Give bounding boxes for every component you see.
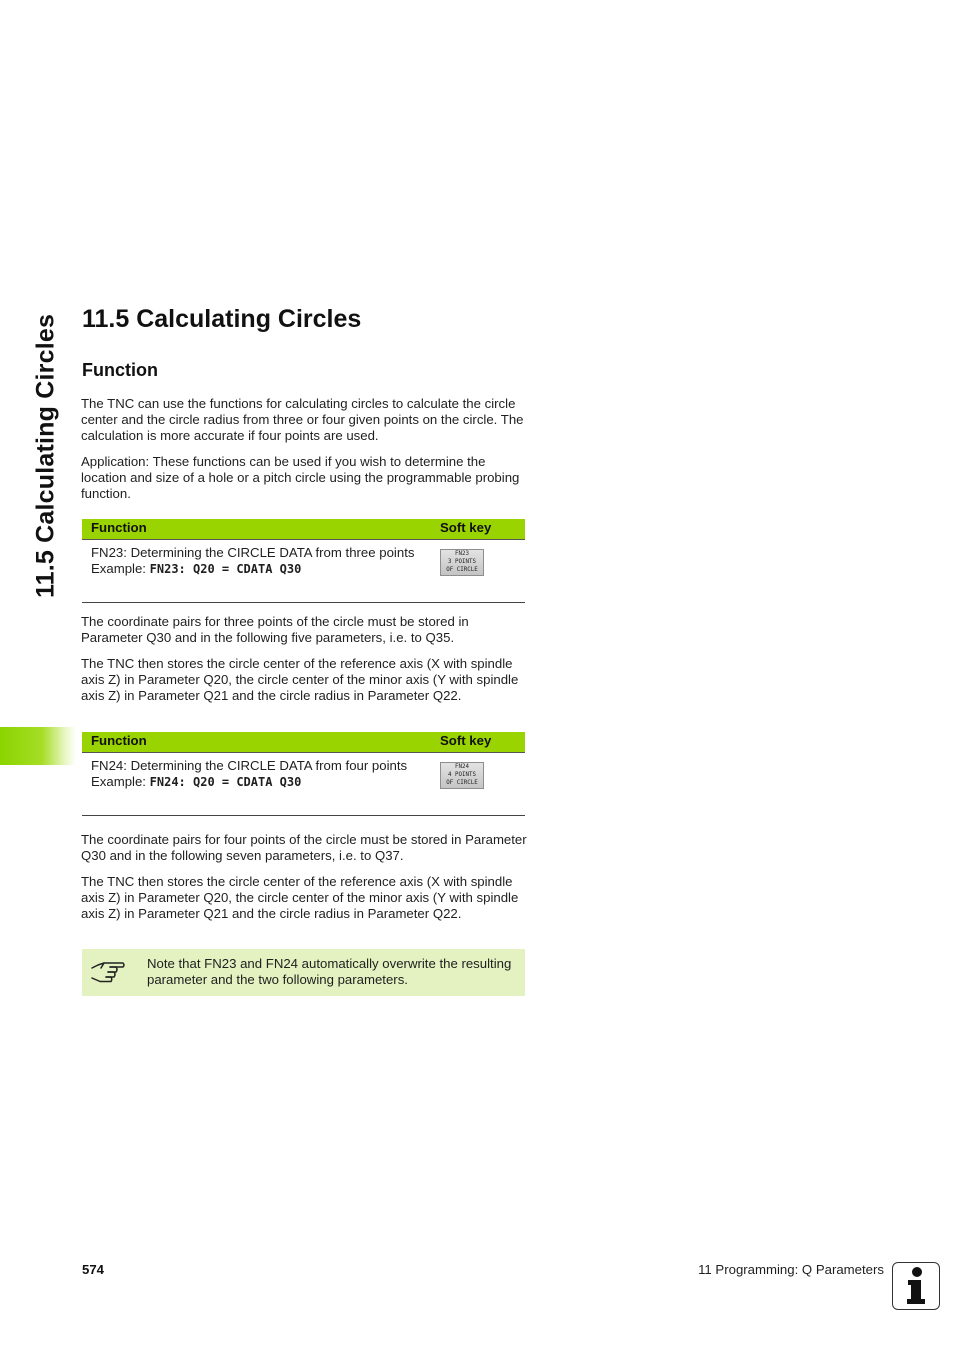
paragraph-4: The TNC then stores the circle center of the reference axis (X with spindle axis Z) in Parameter Q20, the circle center of the minor axis (Y with spindle axis Z) in Parameter Q21 and the circle radius in Parameter Q22. (81, 656, 519, 704)
softkey-line: 3 POINTS (448, 558, 476, 565)
info-glyph-icon (893, 1263, 938, 1308)
function-description (91, 758, 421, 790)
example-label: Example: (91, 561, 150, 577)
note-box (82, 949, 525, 996)
function-description-text: FN24: Determining the CIRCLE DATA from four points (91, 758, 408, 773)
softkey-line: OF CIRCLE (446, 566, 478, 573)
header-softkey: Soft key (440, 733, 492, 748)
table-header (82, 519, 525, 540)
function-table-fn23 (82, 519, 525, 603)
table-row (82, 540, 525, 602)
example-label: Example: (91, 774, 150, 790)
function-table-fn24 (82, 732, 525, 816)
softkey-line: OF CIRCLE (446, 779, 478, 786)
side-chapter-title-text: 11.5 Calculating Circles (31, 313, 60, 599)
chapter-tab-marker (0, 727, 76, 765)
header-function: Function (91, 733, 147, 748)
table-row (82, 753, 525, 815)
example-code: FN23: Q20 = CDATA Q30 (149, 562, 302, 577)
intro-paragraph-2: Application: These functions can be used if you wish to determine the location and size of a hole or a pitch circle using the programmable probing function. (81, 454, 520, 502)
header-function: Function (91, 520, 147, 535)
softkey-line: 4 POINTS (448, 771, 476, 778)
pointing-hand-icon (90, 957, 126, 985)
function-description (91, 545, 421, 577)
paragraph-5: The coordinate pairs for four points of the circle must be stored in Parameter Q30 and in the following seven parameters, i.e. to Q37. (81, 832, 527, 864)
paragraph-3: The coordinate pairs for three points of the circle must be stored in Parameter Q30 and in the following five parameters, i.e. to Q35. (81, 614, 469, 646)
intro-paragraph-1: The TNC can use the functions for calculating circles to calculate the circle center and the circle radius from three or four given points on the circle. The calculation is more accurate if four points are used. (81, 396, 524, 444)
info-icon (892, 1262, 940, 1310)
note-text: Note that FN23 and FN24 automatically overwrite the resulting parameter and the two following parameters. (147, 956, 512, 988)
softkey-line: FN24 (455, 764, 469, 770)
section-heading: 11.5 Calculating Circles (82, 305, 362, 333)
side-chapter-title (22, 313, 70, 599)
example-code: FN24: Q20 = CDATA Q30 (149, 775, 302, 790)
page-number: 574 (82, 1262, 105, 1277)
chapter-footer: 11 Programming: Q Parameters (698, 1262, 884, 1277)
softkey-line: FN23 (455, 551, 469, 557)
subsection-heading: Function (82, 360, 158, 380)
function-description-text: FN23: Determining the CIRCLE DATA from three points (91, 545, 415, 560)
table-header (82, 732, 525, 753)
header-softkey: Soft key (440, 520, 492, 535)
fn23-softkey[interactable] (440, 549, 484, 576)
paragraph-6: The TNC then stores the circle center of the reference axis (X with spindle axis Z) in Parameter Q20, the circle center of the minor axis (Y with spindle axis Z) in Parameter Q21 and the circle radius in Parameter Q22. (81, 874, 519, 922)
fn24-softkey[interactable] (440, 762, 484, 789)
